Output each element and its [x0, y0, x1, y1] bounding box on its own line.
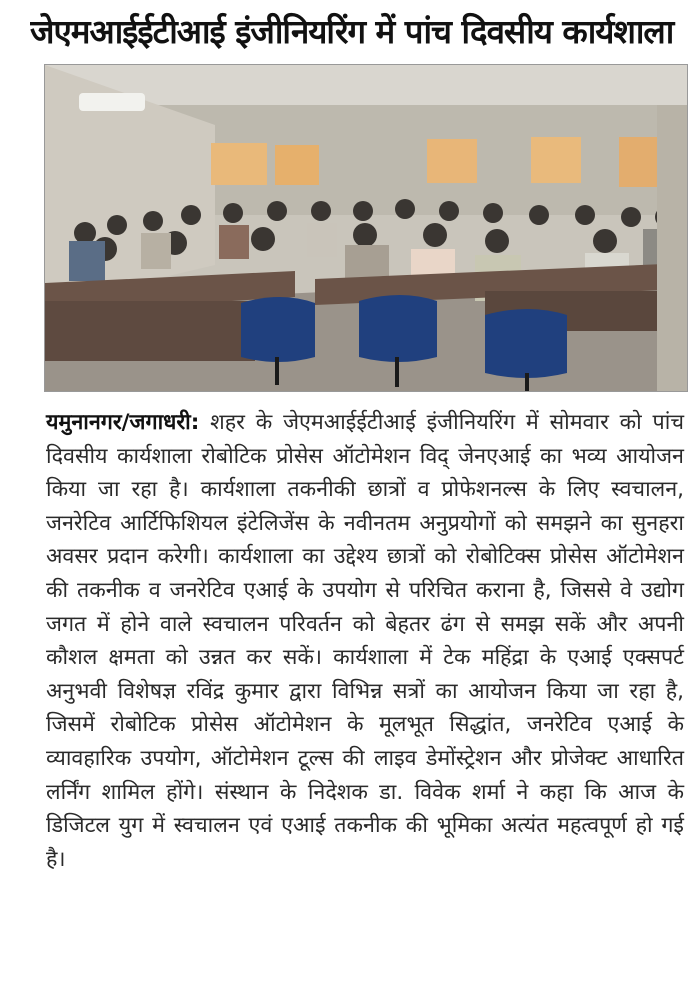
dateline: यमुनानगर/जगाधरी: — [46, 410, 200, 435]
article-paragraph — [46, 406, 684, 876]
article-text: शहर के जेएमआईईटीआई इंजीनियरिंग में सोमवार को पांच दिवसीय कार्यशाला रोबोटिक प्रोसेस ऑटोमेशन विद् जेनएआई का भव्य आयोजन किया जा रहा है। कार्यशाला तकनीकी छात्रों व प्रोफेशनल्स के लिए स्वचालन, जनरेटिव आर्टिफिशियल इंटेलिजेंस के नवीनतम अनुप्रयोगों को समझने का सुनहरा अवसर प्रदान करेगी। कार्यशाला का उद्देश्य छात्रों को रोबोटिक्स प्रोसेस ऑटोमेशन की तकनीक व जनरेटिव एआई के उपयोग से परिचित कराना है, जिससे वे उद्योग जगत में होने वाले स्वचालन परिवर्तन को बेहतर ढंग से समझ सकें और अपनी कौशल क्षमता को उन्नत कर सकें। कार्यशाला में टेक महिंद्रा के एआई एक्सपर्ट अनुभवी विशेषज्ञ रविंद्र कुमार द्वारा विभिन्न सत्रों का आयोजन किया जा रहा है, जिसमें रोबोटिक प्रोसेस ऑटोमेशन के मूलभूत सिद्धांत, जनरेटिव एआई के व्यावहारिक उपयोग, ऑटोमेशन टूल्स की लाइव डेमोंस्ट्रेशन और प्रोजेक्ट आधारित लर्निंग शामिल होंगे। संस्थान के निदेशक डा. विवेक शर्मा ने कहा कि आज के डिजिटल युग में स्वचालन एवं एआई तकनीक की भूमिका अत्यंत महत्वपूर्ण हो गई है। — [46, 410, 684, 872]
classroom-photo-icon — [45, 65, 687, 391]
headline: जेएमआईईटीआई इंजीनियरिंग में पांच दिवसीय कार्यशाला — [30, 12, 674, 51]
classroom-photo — [44, 64, 688, 392]
article-body — [46, 406, 684, 876]
